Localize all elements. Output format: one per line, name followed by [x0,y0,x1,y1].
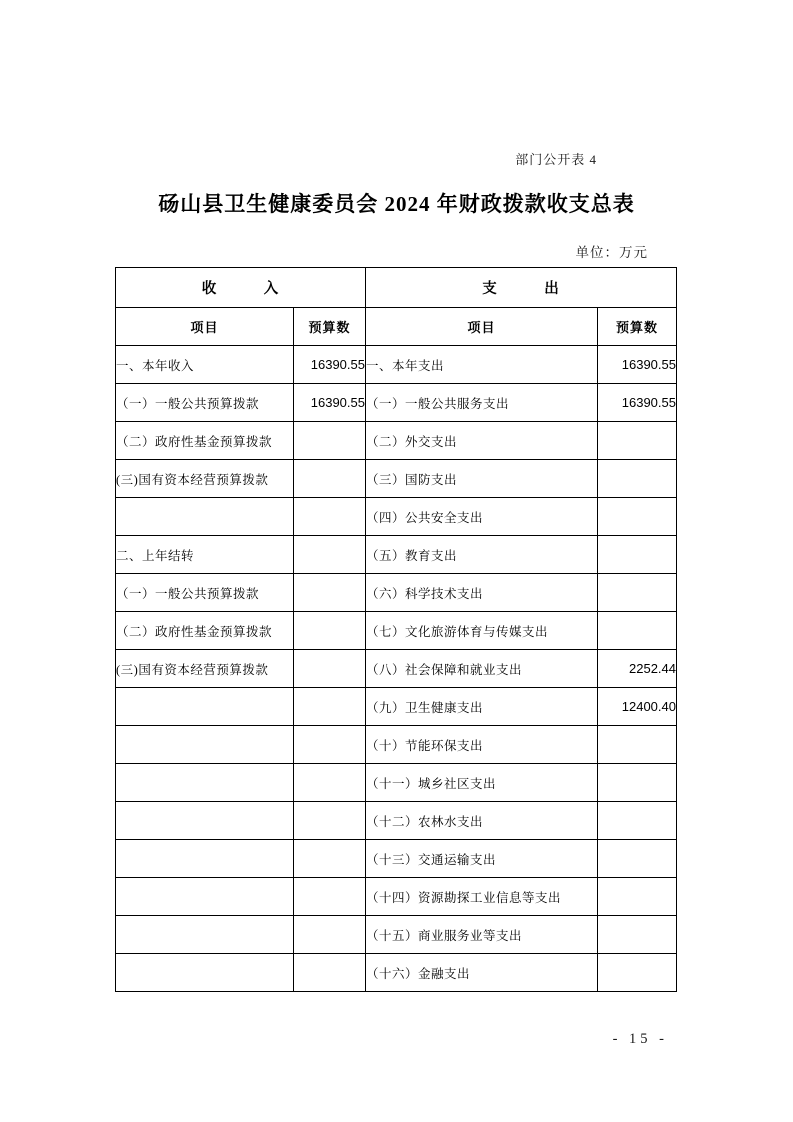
income-item-cell [116,688,294,726]
income-budget-cell [294,954,366,992]
income-item-cell [116,954,294,992]
income-item-cell: （二）政府性基金预算拨款 [116,422,294,460]
expense-budget-cell [598,574,677,612]
expense-budget-cell [598,460,677,498]
income-item-cell: （一）一般公共预算拨款 [116,574,294,612]
expense-budget-cell: 16390.55 [598,384,677,422]
income-item-cell [116,498,294,536]
expense-item-cell: （九）卫生健康支出 [366,688,598,726]
income-budget-cell: 16390.55 [294,346,366,384]
table-row [116,346,677,384]
expense-item-cell: （十一）城乡社区支出 [366,764,598,802]
table-body [116,346,677,992]
income-budget-cell [294,574,366,612]
income-item-cell: （二）政府性基金预算拨款 [116,612,294,650]
income-budget-cell [294,460,366,498]
expense-budget-cell [598,498,677,536]
table-row [116,498,677,536]
table-row [116,460,677,498]
expense-section-header: 支 出 [366,268,677,308]
income-budget-cell [294,536,366,574]
table-row [116,650,677,688]
expense-budget-cell: 12400.40 [598,688,677,726]
section-header-row [116,268,677,308]
expense-item-cell: （十二）农林水支出 [366,802,598,840]
page-title: 砀山县卫生健康委员会 2024 年财政拨款收支总表 [158,192,635,216]
expense-item-cell: （二）外交支出 [366,422,598,460]
column-header-row [116,308,677,346]
expense-budget-column-header: 预算数 [598,308,677,346]
expense-budget-cell [598,802,677,840]
income-budget-cell [294,688,366,726]
table-row [116,574,677,612]
expense-item-cell: （七）文化旅游体育与传媒支出 [366,612,598,650]
table-row [116,840,677,878]
unit-label: 单位：万元 [575,245,648,260]
expense-budget-cell: 16390.55 [598,346,677,384]
table-row [116,384,677,422]
income-item-cell [116,726,294,764]
income-item-cell: (三)国有资本经营预算拨款 [116,460,294,498]
expense-item-cell: （十六）金融支出 [366,954,598,992]
income-item-cell [116,878,294,916]
income-budget-cell [294,764,366,802]
page-number: - 15 - [612,1031,668,1047]
table-row [116,916,677,954]
income-budget-cell [294,726,366,764]
income-budget-cell [294,422,366,460]
income-budget-cell: 16390.55 [294,384,366,422]
expense-budget-cell [598,422,677,460]
expense-item-cell: 一、本年支出 [366,346,598,384]
income-budget-cell [294,878,366,916]
income-item-cell: (三)国有资本经营预算拨款 [116,650,294,688]
income-budget-cell [294,916,366,954]
income-item-cell [116,916,294,954]
table-row [116,764,677,802]
income-item-cell [116,764,294,802]
doc-public-table-label: 部门公开表 4 [515,152,597,167]
income-budget-cell [294,840,366,878]
income-budget-cell [294,498,366,536]
table-row [116,422,677,460]
expense-budget-cell [598,878,677,916]
expense-budget-cell [598,612,677,650]
expense-budget-cell [598,916,677,954]
expense-budget-cell [598,536,677,574]
expense-item-cell: （十四）资源勘探工业信息等支出 [366,878,598,916]
expense-budget-cell [598,726,677,764]
income-item-cell [116,840,294,878]
expense-budget-cell [598,840,677,878]
expense-item-cell: （八）社会保障和就业支出 [366,650,598,688]
expense-budget-cell [598,954,677,992]
income-budget-cell [294,650,366,688]
income-item-cell: 二、上年结转 [116,536,294,574]
table-row [116,688,677,726]
expense-item-cell: （十）节能环保支出 [366,726,598,764]
expense-item-cell: （十五）商业服务业等支出 [366,916,598,954]
expense-item-cell: （三）国防支出 [366,460,598,498]
table-row [116,878,677,916]
income-item-cell [116,802,294,840]
expense-item-cell: （五）教育支出 [366,536,598,574]
budget-summary-table [115,267,677,992]
table-row [116,536,677,574]
income-budget-cell [294,612,366,650]
expense-item-cell: （一）一般公共服务支出 [366,384,598,422]
expense-item-cell: （四）公共安全支出 [366,498,598,536]
income-item-column-header: 项目 [116,308,294,346]
income-item-cell: 一、本年收入 [116,346,294,384]
expense-item-cell: （六）科学技术支出 [366,574,598,612]
table-row [116,802,677,840]
expense-budget-cell: 2252.44 [598,650,677,688]
expense-item-cell: （十三）交通运输支出 [366,840,598,878]
expense-budget-cell [598,764,677,802]
income-section-header: 收 入 [116,268,366,308]
income-item-cell: （一）一般公共预算拨款 [116,384,294,422]
income-budget-column-header: 预算数 [294,308,366,346]
table-row [116,726,677,764]
table-row [116,612,677,650]
income-budget-cell [294,802,366,840]
expense-item-column-header: 项目 [366,308,598,346]
table-row [116,954,677,992]
